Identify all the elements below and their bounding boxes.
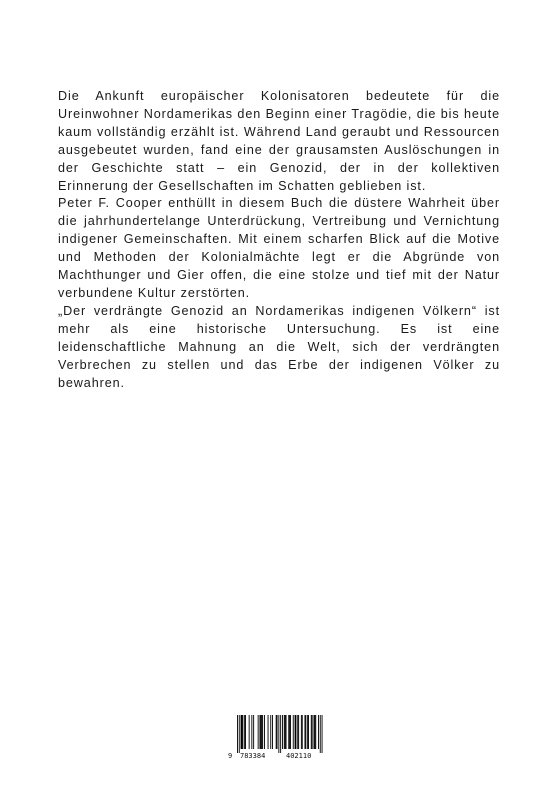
barcode-bar: [305, 715, 306, 749]
barcode-bar: [261, 715, 262, 749]
barcode-bar: [260, 715, 261, 749]
barcode-bar: [242, 715, 243, 749]
barcode-bar: [280, 715, 281, 753]
barcode-bar: [307, 715, 308, 749]
barcode-bar: [322, 715, 323, 753]
barcode-bar: [242, 715, 243, 749]
barcode-bar: [284, 715, 285, 749]
barcode-bar: [314, 715, 315, 749]
barcode-bar: [312, 715, 313, 749]
barcode-bar: [241, 715, 242, 749]
barcode-bar: [295, 715, 296, 749]
barcode-bar: [318, 715, 319, 749]
barcode-bar: [288, 715, 289, 749]
barcode-bar: [262, 715, 263, 749]
blurb-paragraph-1: Die Ankunft europäischer Kolonisatoren bedeutete für die Ureinwohner Nordamerikas den Beginn einer Tragödie, die bis heute kaum vollständig erzählt ist. Während Land geraubt und Ressourcen ausgebeutet wurden, fand eine der grausamsten Auslöschungen in der Geschichte statt – ein Genozid, der in der kollektiven Erinnerung der Gesellschaften im Schatten geblieben ist.: [58, 89, 500, 193]
barcode-bar: [258, 715, 259, 749]
barcode-bar: [245, 715, 246, 749]
barcode-bar: [264, 715, 265, 749]
barcode-bar: [296, 715, 297, 749]
barcode-bar: [272, 715, 273, 749]
barcode-bar: [239, 715, 240, 753]
barcode-bar: [315, 715, 316, 749]
barcode-bar: [305, 715, 306, 749]
barcode-bar: [298, 715, 299, 749]
barcode-bar: [282, 715, 283, 749]
barcode-bars: [228, 714, 332, 754]
barcode-bar: [249, 715, 250, 749]
barcode-bar: [293, 715, 294, 749]
barcode-digits: [228, 751, 332, 761]
barcode-bar: [308, 715, 309, 749]
barcode-bar: [314, 715, 315, 749]
blurb-paragraph-3: „Der verdrängte Genozid an Nordamerikas indigenen Völkern“ ist mehr als eine historische Untersuchung. Es ist eine leidenschaftliche Mahnung an die Welt, sich der verdrängten Verbrechen zu stellen und das Erbe der indigenen Völker zu bewahren.: [58, 303, 500, 390]
barcode-left-group: 783384: [240, 752, 266, 760]
barcode-bar: [297, 715, 298, 749]
barcode-bar: [277, 715, 278, 749]
barcode-first-digit: 9: [228, 752, 233, 760]
barcode-bar: [268, 715, 269, 749]
barcode-right-group: 402110: [286, 752, 312, 760]
barcode-bar: [253, 715, 254, 749]
barcode-bar: [251, 715, 252, 749]
barcode-bar: [260, 715, 261, 749]
barcode-bar: [270, 715, 271, 749]
barcode-bar: [285, 715, 286, 749]
isbn-barcode: [228, 714, 332, 762]
barcode-bar: [301, 715, 302, 749]
barcode-bar: [276, 715, 277, 749]
barcode-bar: [289, 715, 290, 749]
barcode-bar: [278, 715, 279, 753]
barcode-bar: [302, 715, 303, 749]
barcode-bar: [290, 715, 291, 749]
barcode-bar: [237, 715, 238, 753]
barcode-bar: [311, 715, 312, 749]
back-cover-text: [58, 88, 500, 392]
barcode-bar: [320, 715, 321, 753]
barcode-bar: [286, 715, 287, 749]
blurb-paragraph-2: Peter F. Cooper enthüllt in diesem Buch die düstere Wahrheit über die jahrhundertelange Unterdrückung, Vertreibung und Vernichtung indigener Gemeinschaften. Mit einem scharfen Blick auf die Motive und Methoden der Kolonialmächte legt er die Abgründe von Machthunger und Gier offen, die eine stolze und tief mit der Natur verbundene Kultur zerstörten.: [58, 196, 500, 300]
barcode-bar: [244, 715, 245, 749]
